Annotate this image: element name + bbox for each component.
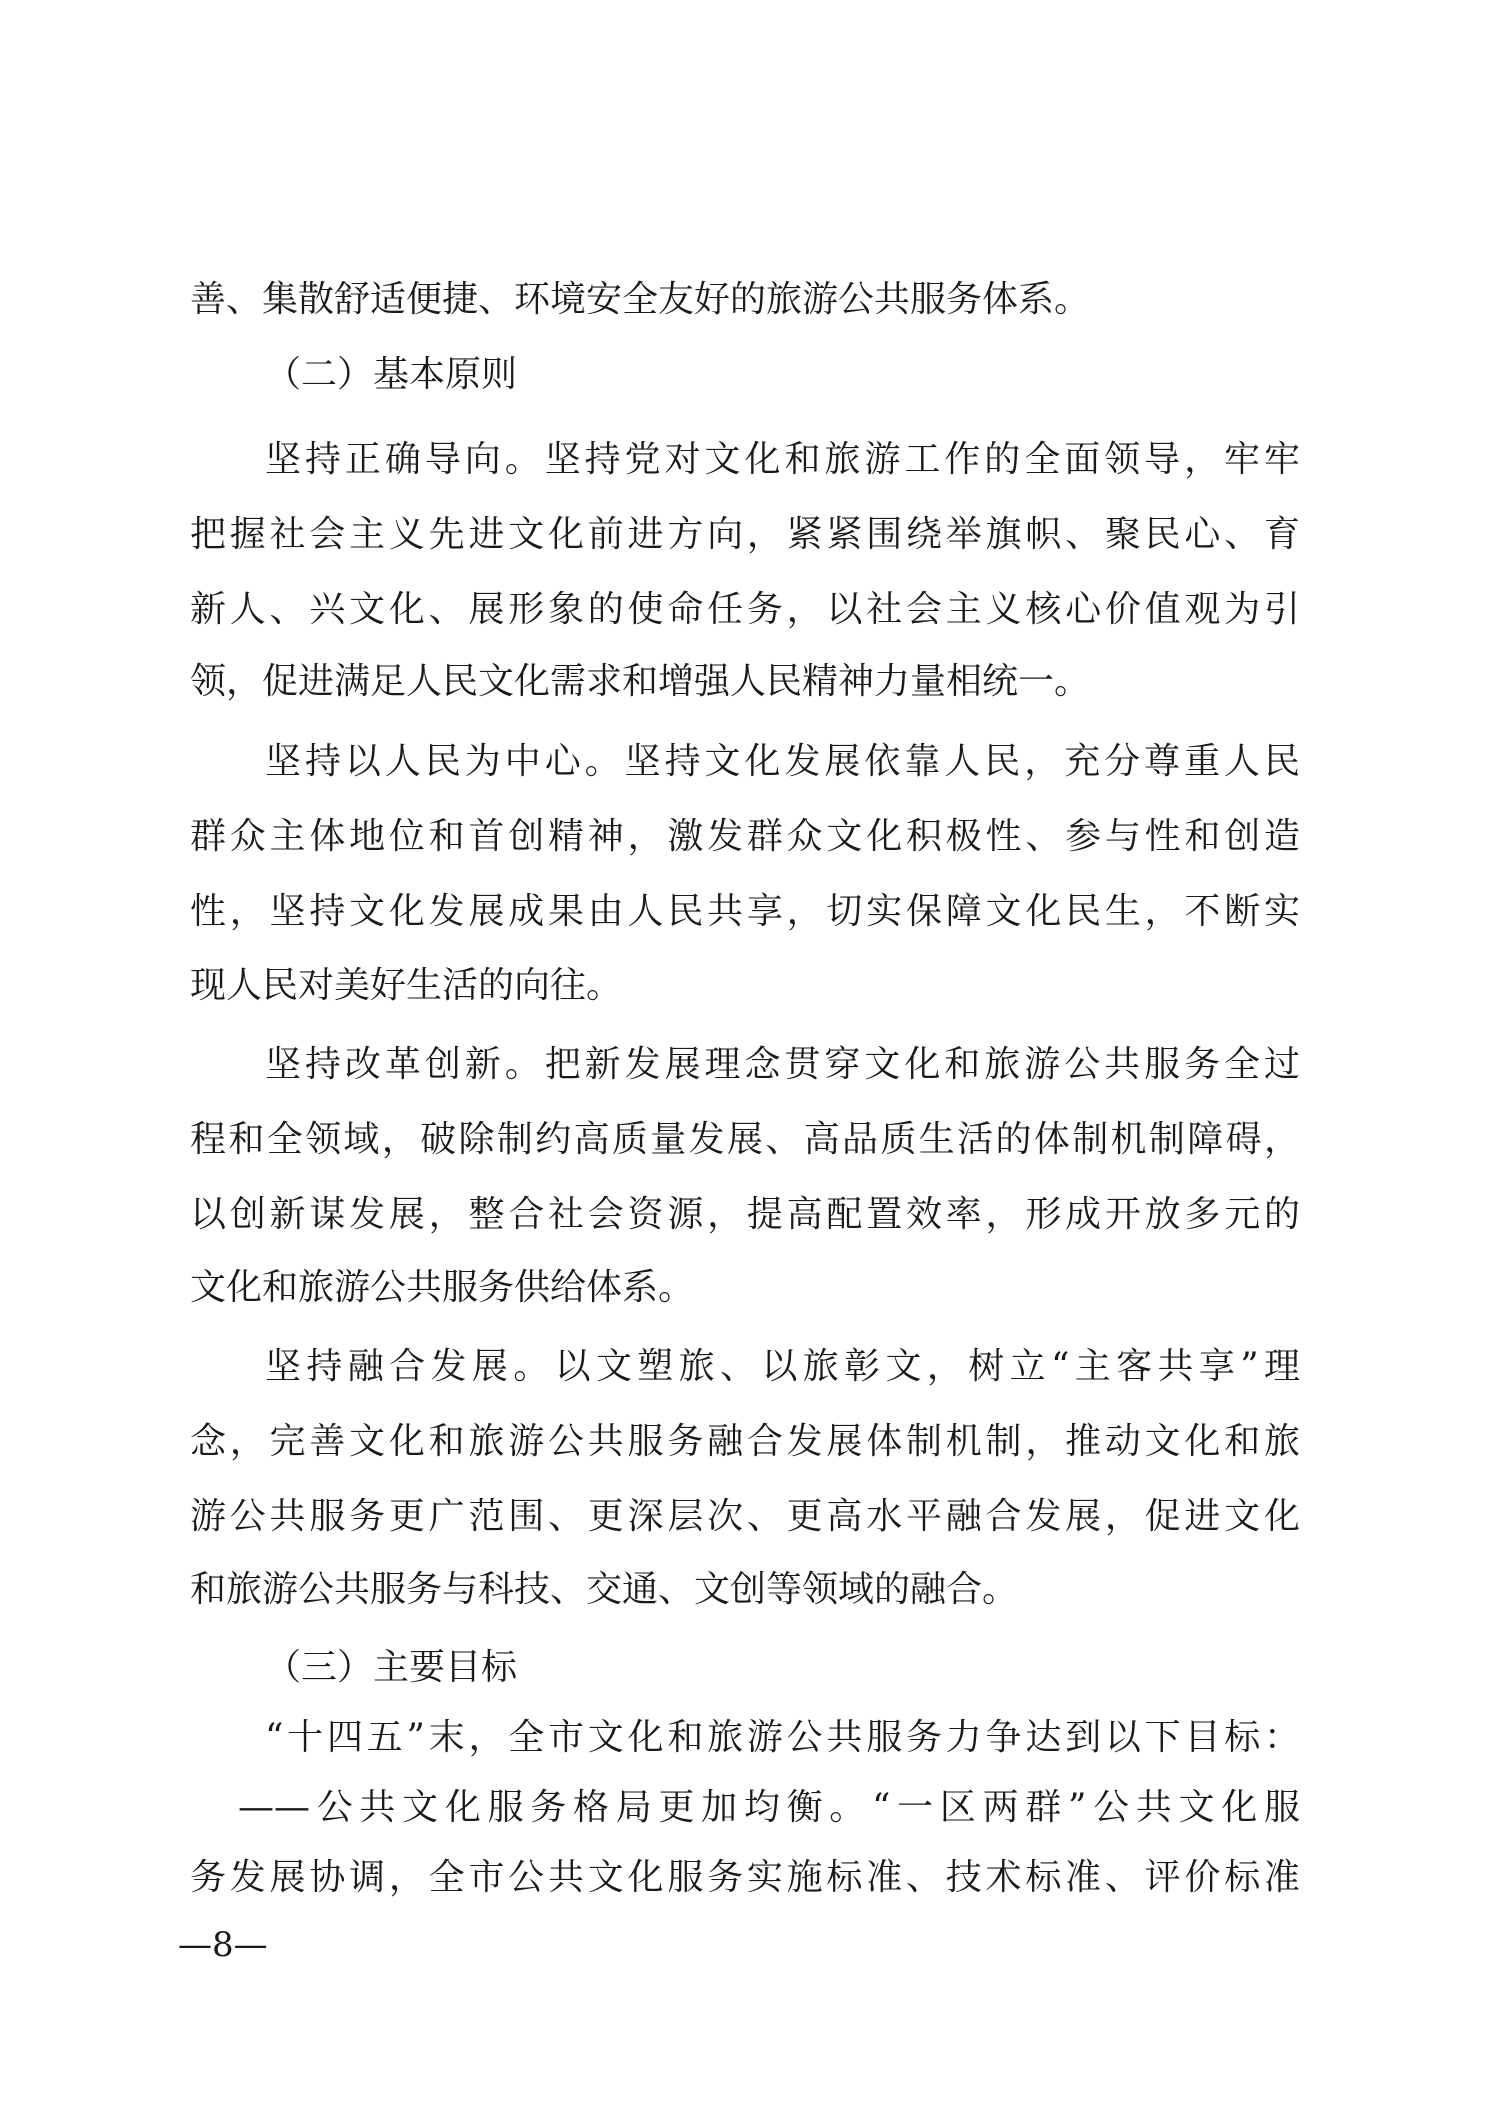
paragraph-line: 以创新谋发展，整合社会资源，提高配置效率，形成开放多元的 (190, 1194, 1300, 1235)
paragraph-line: 群众主体地位和首创精神，激发群众文化积极性、参与性和创造 (190, 816, 1300, 857)
paragraph-line: 坚持融合发展。以文塑旅、以旅彰文，树立“主客共享”理 (265, 1346, 1300, 1387)
page-number: —8— (178, 1925, 268, 1965)
paragraph-line: 现人民对美好生活的向往。 (190, 965, 623, 1006)
paragraph-line: 念，完善文化和旅游公共服务融合发展体制机制，推动文化和旅 (190, 1421, 1300, 1462)
paragraph-line: 坚持以人民为中心。坚持文化发展依靠人民，充分尊重人民 (265, 741, 1300, 782)
paragraph-line: ——公共文化服务格局更加均衡。“一区两群”公共文化服 (238, 1787, 1300, 1828)
paragraph-line: 把握社会主义先进文化前进方向，紧紧围绕举旗帜、聚民心、育 (190, 514, 1300, 555)
paragraph-line: 坚持改革创新。把新发展理念贯穿文化和旅游公共服务全过 (265, 1044, 1300, 1085)
paragraph-line: 文化和旅游公共服务供给体系。 (190, 1267, 695, 1308)
paragraph-line: 和旅游公共服务与科技、交通、文创等领域的融合。 (190, 1569, 1019, 1610)
paragraph-line: “十四五”末，全市文化和旅游公共服务力争达到以下目标： (265, 1717, 1300, 1758)
paragraph-line: 程和全领域，破除制约高质量发展、高品质生活的体制机制障碍， (190, 1119, 1300, 1160)
section-heading: （三）主要目标 (265, 1647, 518, 1688)
paragraph-line: 新人、兴文化、展形象的使命任务，以社会主义核心价值观为引 (190, 589, 1300, 630)
paragraph-line: 务发展协调，全市公共文化服务实施标准、技术标准、评价标准 (190, 1857, 1300, 1898)
section-heading: （二）基本原则 (265, 354, 518, 395)
text-line: 善、集散舒适便捷、环境安全友好的旅游公共服务体系。 (190, 279, 1091, 320)
paragraph-line: 坚持正确导向。坚持党对文化和旅游工作的全面领导，牢牢 (265, 439, 1300, 480)
paragraph-line: 领，促进满足人民文化需求和增强人民精神力量相统一。 (190, 661, 1091, 702)
paragraph-line: 游公共服务更广范围、更深层次、更高水平融合发展，促进文化 (190, 1496, 1300, 1537)
paragraph-line: 性，坚持文化发展成果由人民共享，切实保障文化民生，不断实 (190, 891, 1300, 932)
